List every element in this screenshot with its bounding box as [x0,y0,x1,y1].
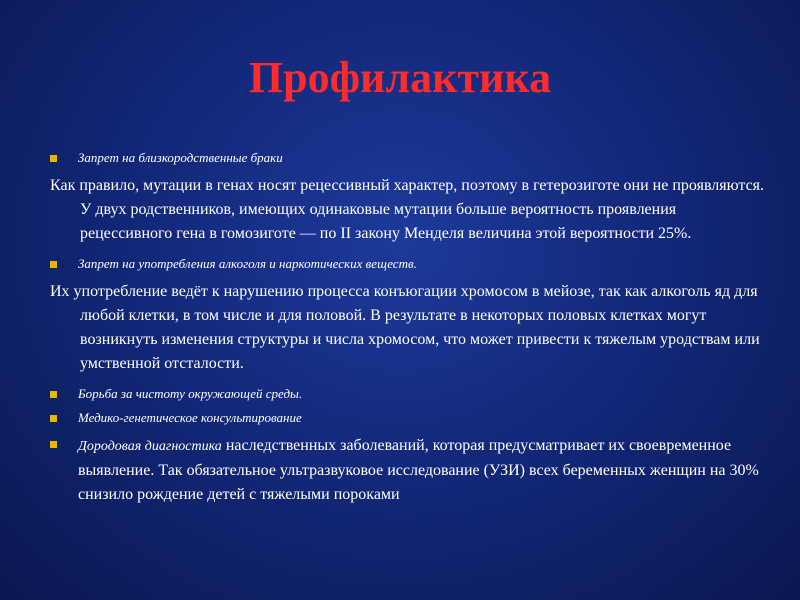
bullet-text: Запрет на близкородственные браки [78,150,283,165]
bullet-item-alcohol-ban [50,254,770,274]
bullet-rest: наследственных заболеваний, которая предусматривает их своевременное выявление. Так обязательное ультразвуковое исследование (УЗИ) всех беременных женщин на 30% снизило рождение детей с тяжелыми пороками [78,437,759,503]
square-bullet-icon [50,155,57,162]
bullet-item-environment [50,384,770,404]
square-bullet-icon [50,391,57,398]
square-bullet-icon [50,261,57,268]
slide-content [50,148,770,511]
square-bullet-icon [50,415,57,422]
bullet-text: Запрет на употребления алкоголя и наркотических веществ. [78,256,417,271]
bullet-text: Медико-генетическое консультирование [78,410,302,425]
paragraph-alcohol: Их употребление ведёт к нарушению процесса конъюгации хромосом в мейозе, так как алкоголь яд для любой клетки, в том числе и для половой. В результате в некоторых половых клетках могут возникнуть изменения структуры и числа хромосом, что может привести к тяжелым уродствам или умственной отсталости. [50,283,760,372]
square-bullet-icon [50,441,57,448]
slide-title: Профилактика [248,53,552,102]
paragraph-recessive: Как правило, мутации в генах носят рецессивный характер, поэтому в гетерозиготе они не проявляются. У двух родственников, имеющих одинаковые мутации больше вероятность проявления рецессивного гена в гомозиготе — по II закону Менделя величина этой вероятности 25%. [50,177,765,242]
bullet-item-prenatal [50,434,770,507]
bullet-text [78,437,759,503]
bullet-text: Борьба за чистоту окружающей среды. [78,386,303,401]
bullet-italic-lead: Дородовая диагностика [78,439,222,454]
bullet-item-counseling [50,408,770,428]
bullet-item-marriage-ban [50,148,770,168]
